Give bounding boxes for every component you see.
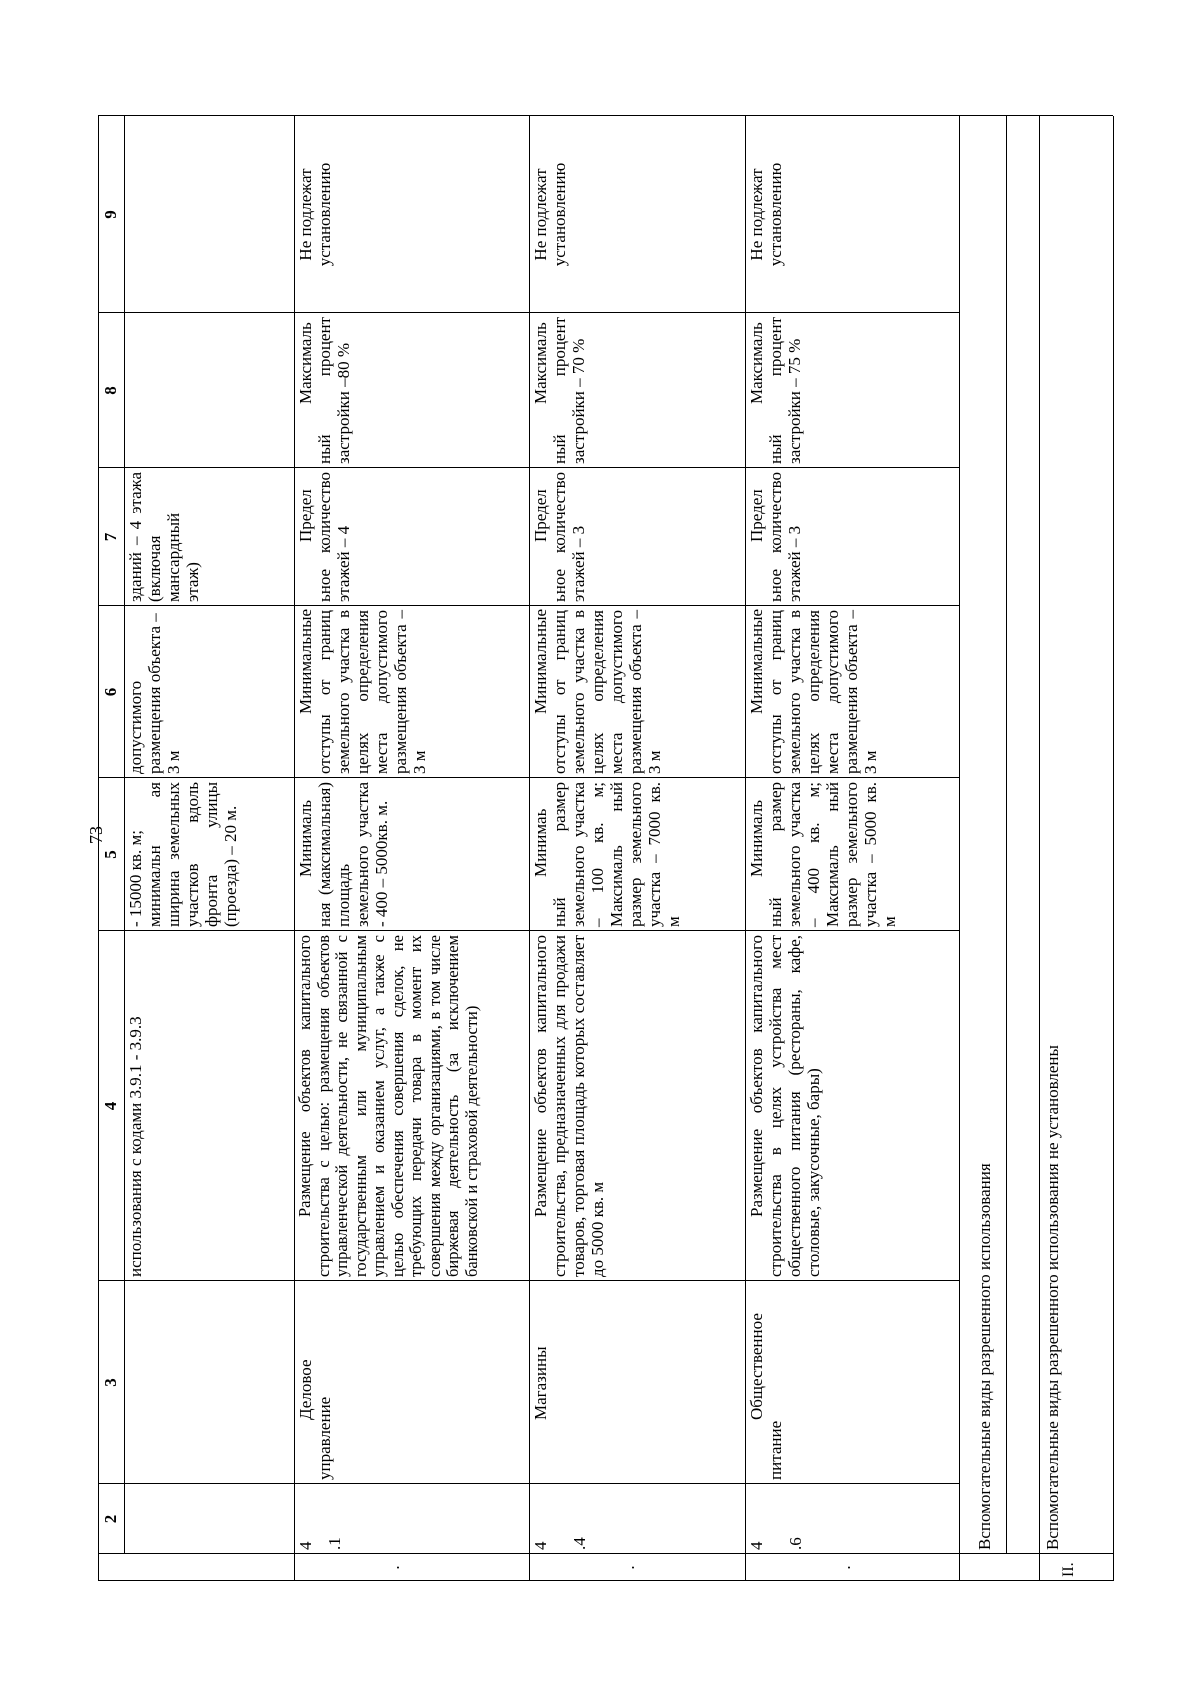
row-3-col-5: Минималь ный размер земельного участка – 400 кв. м; Максималь ный размер земельного участка – 5000 кв. м: [747, 782, 899, 927]
row-1-col-6: Минимальные отступы от границ земельного участка в целях определения места допустимого размещения объекта – 3 м: [296, 608, 429, 774]
header-col-7: 7: [101, 532, 120, 542]
section-number: II.: [1060, 1562, 1077, 1577]
row-2-col-2a: 4: [531, 1541, 550, 1550]
cont-col-5: - 15000 кв. м; минимальн ая ширина земельных участков вдоль фронта улицы (проезда) – 20 м.: [126, 782, 240, 927]
row-3-col-2b: .6: [786, 1537, 805, 1550]
row-1-col-4: Размещение объектов капитального строительства с целью: размещения объектов управленческой деятельности, не связанной с государственным или муниципальным управлением и оказанием услуг, а также с целью обеспечения совершения сделок, не требующих передачи товара в момент их совершения между организациями, в том числе биржевая деятельность (за исключением банковской и страховой деятельности): [295, 935, 481, 1277]
header-col-8: 8: [101, 386, 120, 395]
row-2-col-4: Размещение объектов капитального строительства, предназначенных для продажи товаров, торговая площадь которых составляет до 5000 кв. м: [531, 935, 607, 1277]
row-3-col-8: Максималь ный процент застройки – 75 %: [747, 317, 804, 464]
cont-col-7: зданий – 4 этажа (включая мансардный этаж): [126, 472, 202, 602]
header-col-9: 9: [101, 210, 120, 219]
header-col-4: 4: [101, 1101, 120, 1111]
row-2-col-3: Магазины: [531, 1346, 550, 1420]
row-1-col-7: Предел ьное количество этажей – 4: [296, 472, 353, 602]
row-3-col-1: .: [835, 1565, 854, 1570]
row-3-col-7: Предел ьное количество этажей – 3: [747, 472, 804, 602]
header-col-6: 6: [101, 687, 120, 697]
permitted-use-table: [98, 116, 1113, 1581]
row-2-col-5: Минимаь ный размер земельного участка – 100 кв. м; Максималь ный размер земельного участка – 7000 кв. м: [531, 782, 683, 927]
row-1-col-9: Не подлежат установлению: [296, 162, 334, 267]
row-2-col-9: Не подлежат установлению: [531, 162, 569, 267]
row-3-col-6: Минимальные отступы от границ земельного участка в целях определения места допустимого размещения объекта – 3 м: [747, 608, 880, 774]
row-1-col-2a: 4: [296, 1541, 315, 1550]
row-3-col-2a: 4: [747, 1541, 766, 1550]
section-title: Вспомогательные виды разрешенного использования: [975, 1163, 994, 1550]
row-1-col-2b: .1: [325, 1537, 344, 1550]
row-divider: [1006, 116, 1007, 1554]
table-border-top: [98, 116, 99, 1581]
row-1-col-5: Минималь ная (максимальная) площадь земельного участка - 400 – 5000кв. м.: [296, 782, 391, 927]
header-col-3: 3: [101, 1378, 120, 1387]
row-2-col-8: Максималь ный процент застройки – 70 %: [531, 317, 588, 464]
row-2-col-1: .: [619, 1565, 638, 1570]
header-col-5: 5: [101, 850, 120, 859]
row-1-col-8: Максималь ный процент застройки –80 %: [296, 317, 353, 464]
row-1-col-1: .: [384, 1565, 403, 1570]
header-col-2: 2: [101, 1514, 120, 1524]
row-1-col-3: Деловое управление: [296, 1359, 334, 1480]
cont-col-4: использования с кодами 3.9.1 - 3.9.3: [126, 1016, 145, 1277]
row-3-col-4: Размещение объектов капитального строительства в целях устройства мест общественного питания (рестораны, кафе, столовые, закусочные, бары): [747, 935, 823, 1277]
row-2-col-6: Минимальные отступы от границ земельного участка в целях определения места допустимого размещения объекта – 3 м: [531, 608, 664, 774]
row-3-col-3: Общественное питание: [747, 1313, 785, 1480]
section-note: Вспомогательные виды разрешенного использования не установлены: [1043, 1045, 1062, 1550]
row-2-col-2b: .4: [570, 1537, 589, 1550]
row-2-col-7: Предел ьное количество этажей – 3: [531, 472, 588, 602]
row-3-col-9: Не подлежат установлению: [747, 162, 785, 267]
cont-col-6: допустимого размещения объекта – 3 м: [126, 613, 183, 774]
page-number: 73: [86, 826, 106, 844]
table-border-bottom: [1113, 116, 1114, 1581]
